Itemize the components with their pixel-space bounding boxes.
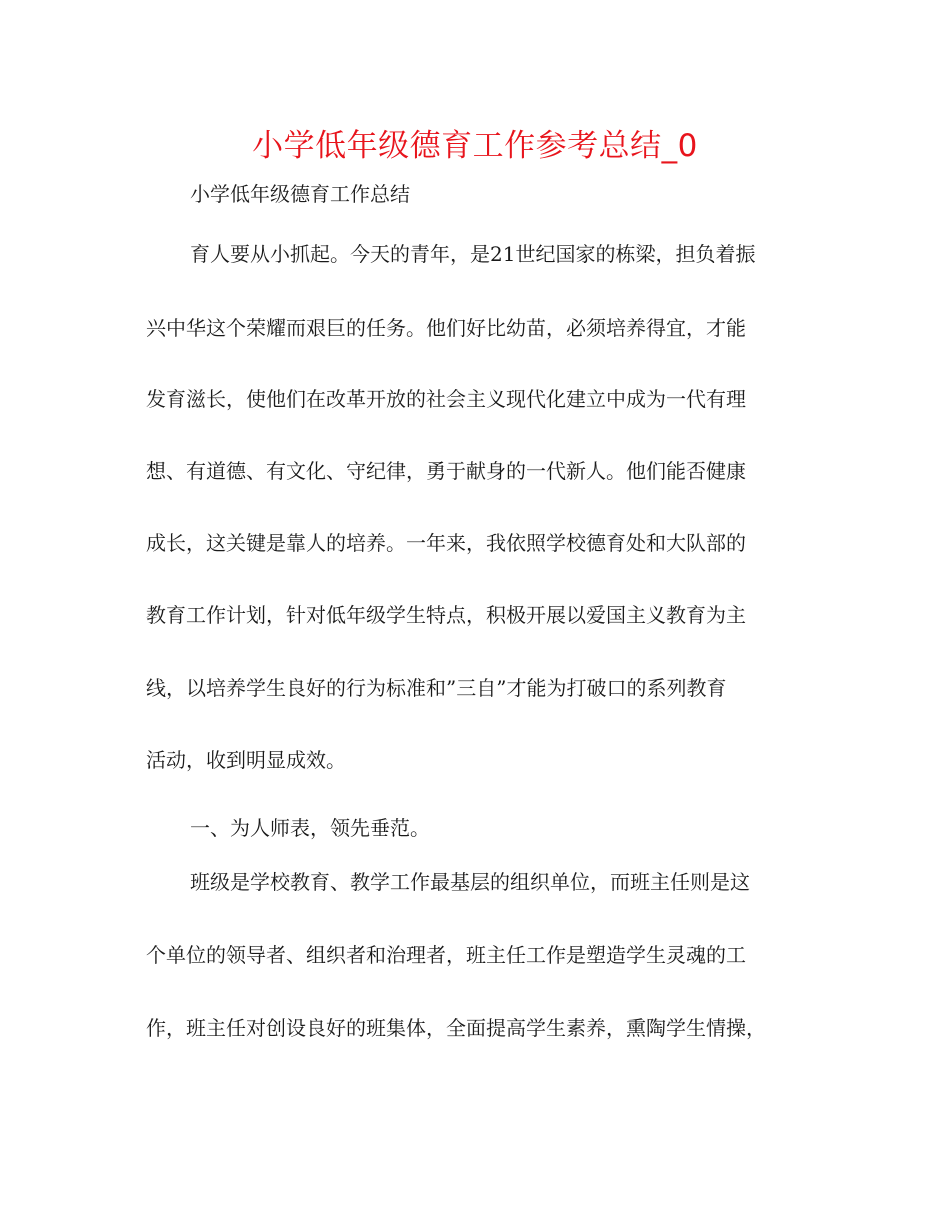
paragraph-line: 兴中华这个荣耀而艰巨的任务。他们好比幼苗，必须培养得宜，才能 [146, 316, 746, 340]
paragraph-line: 作，班主任对创设良好的班集体，全面提高学生素养，熏陶学生情操， [146, 1016, 766, 1040]
paragraph-line: 班级是学校教育、教学工作最基层的组织单位，而班主任则是这 [190, 870, 750, 894]
document-title: 小学低年级德育工作参考总结_0 [252, 128, 698, 164]
paragraph-line: 发育滋长，使他们在改革开放的社会主义现代化建立中成为一代有理 [146, 387, 746, 411]
paragraph-line: 成长，这关键是靠人的培养。一年来，我依照学校德育处和大队部的 [146, 531, 746, 555]
document-subtitle: 小学低年级德育工作总结 [190, 182, 410, 206]
paragraph-line: 教育工作计划，针对低年级学生特点，积极开展以爱国主义教育为主 [146, 603, 746, 627]
paragraph-line: 个单位的领导者、组织者和治理者，班主任工作是塑造学生灵魂的工 [146, 943, 746, 967]
paragraph-line: 线，以培养学生良好的行为标准和”三自”才能为打破口的系列教育 [146, 676, 727, 700]
paragraph-line: 育人要从小抓起。今天的青年，是21世纪国家的栋梁，担负着振 [190, 242, 756, 266]
section-heading: 一、为人师表，领先垂范。 [190, 816, 430, 840]
paragraph-line: 想、有道德、有文化、守纪律，勇于献身的一代新人。他们能否健康 [146, 459, 746, 483]
paragraph-line: 活动，收到明显成效。 [146, 748, 346, 772]
